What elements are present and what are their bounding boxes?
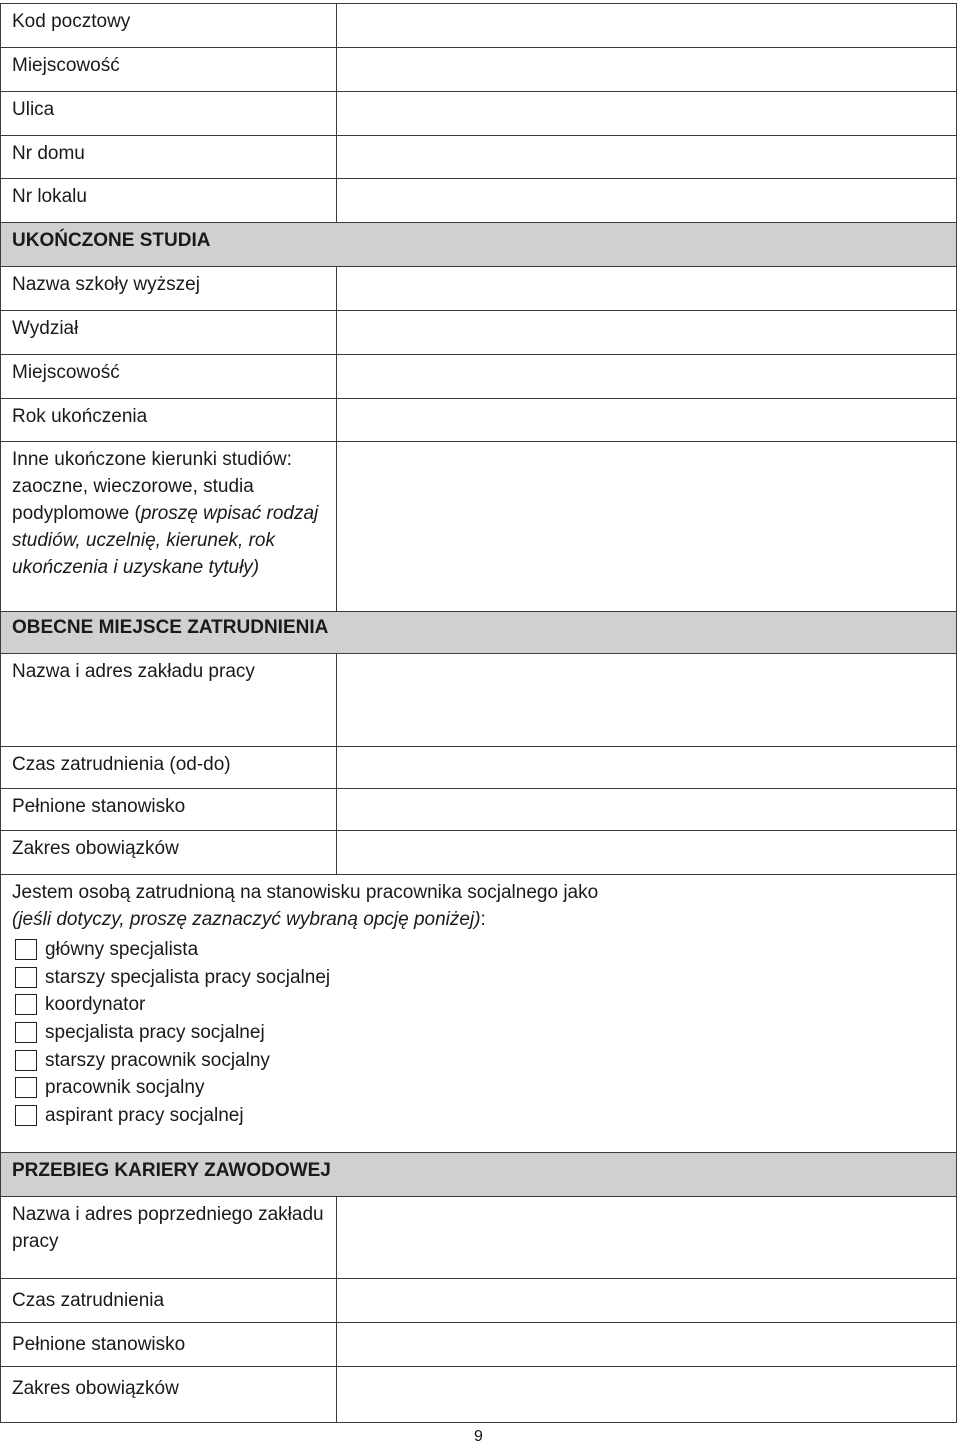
field-period[interactable] [337, 747, 957, 789]
field-position[interactable] [337, 789, 957, 831]
label-postal-code: Kod pocztowy [1, 4, 337, 48]
label-prev-employer: Nazwa i adres poprzedniego zakładu pracy [1, 1197, 337, 1279]
row-faculty [1, 311, 957, 355]
field-graduation-year[interactable] [337, 399, 957, 442]
label-school: Nazwa szkoły wyższej [1, 267, 337, 311]
option-label: starszy specjalista pracy socjalnej [45, 966, 331, 988]
field-other-studies[interactable] [337, 442, 957, 612]
section-current-job-title: OBECNE MIEJSCE ZATRUDNIENIA [1, 612, 957, 654]
row-graduation-year [1, 399, 957, 442]
row-period [1, 747, 957, 789]
row-street [1, 92, 957, 136]
section-career [1, 1153, 957, 1197]
field-career-period[interactable] [337, 1279, 957, 1323]
row-prev-employer [1, 1197, 957, 1279]
field-school[interactable] [337, 267, 957, 311]
position-checklist [12, 936, 945, 1129]
row-career-duties [1, 1367, 957, 1423]
option-label: specjalista pracy socjalnej [45, 1022, 265, 1044]
label-study-city: Miejscowość [1, 355, 337, 399]
label-city: Miejscowość [1, 48, 337, 92]
checkbox[interactable] [15, 994, 37, 1015]
row-career-period [1, 1279, 957, 1323]
option-item [15, 1019, 945, 1047]
social-worker-block [1, 875, 957, 1153]
field-city[interactable] [337, 48, 957, 92]
label-career-position: Pełnione stanowisko [1, 1323, 337, 1367]
field-postal-code[interactable] [337, 4, 957, 48]
row-social-worker [1, 875, 957, 1153]
checkbox[interactable] [15, 1022, 37, 1043]
row-employer [1, 654, 957, 747]
option-item [15, 1102, 945, 1130]
option-label: główny specjalista [45, 939, 199, 961]
checkbox[interactable] [15, 1050, 37, 1071]
label-house-no: Nr domu [1, 136, 337, 179]
field-flat-no[interactable] [337, 179, 957, 223]
checkbox[interactable] [15, 1077, 37, 1098]
field-study-city[interactable] [337, 355, 957, 399]
row-city [1, 48, 957, 92]
row-postal-code [1, 4, 957, 48]
label-duties: Zakres obowiązków [1, 831, 337, 875]
field-faculty[interactable] [337, 311, 957, 355]
application-form [0, 3, 957, 1423]
field-career-position[interactable] [337, 1323, 957, 1367]
field-house-no[interactable] [337, 136, 957, 179]
label-other-studies-text: Inne ukończone kierunki studiów: zaoczne, wieczorowe, studia podyplomowe ( [12, 449, 292, 524]
social-worker-hint: (jeśli dotyczy, proszę zaznaczyć wybraną opcję poniżej) [12, 909, 481, 930]
label-graduation-year: Rok ukończenia [1, 399, 337, 442]
label-period: Czas zatrudnienia (od-do) [1, 747, 337, 789]
option-label: koordynator [45, 994, 146, 1016]
row-study-city [1, 355, 957, 399]
checkbox[interactable] [15, 939, 37, 960]
label-street: Ulica [1, 92, 337, 136]
section-studies [1, 223, 957, 267]
option-item [15, 936, 945, 964]
option-label: starszy pracownik socjalny [45, 1049, 270, 1071]
field-career-duties[interactable] [337, 1367, 957, 1423]
label-faculty: Wydział [1, 311, 337, 355]
label-career-period: Czas zatrudnienia [1, 1279, 337, 1323]
section-studies-title: UKOŃCZONE STUDIA [1, 223, 957, 267]
field-duties[interactable] [337, 831, 957, 875]
section-career-title: PRZEBIEG KARIERY ZAWODOWEJ [1, 1153, 957, 1197]
label-other-studies-hint: proszę wpisać rodzaj studiów, uczelnię, kierunek, rok ukończenia i uzyskane tytuły) [12, 503, 319, 578]
label-employer: Nazwa i adres zakładu pracy [1, 654, 337, 747]
option-item [15, 991, 945, 1019]
option-item [15, 1046, 945, 1074]
page-number: 9 [474, 1428, 483, 1445]
option-item [15, 964, 945, 992]
row-career-position [1, 1323, 957, 1367]
checkbox[interactable] [15, 1105, 37, 1126]
field-employer[interactable] [337, 654, 957, 747]
label-position: Pełnione stanowisko [1, 789, 337, 831]
row-school [1, 267, 957, 311]
field-prev-employer[interactable] [337, 1197, 957, 1279]
row-duties [1, 831, 957, 875]
row-other-studies [1, 442, 957, 612]
row-flat-no [1, 179, 957, 223]
option-item [15, 1074, 945, 1102]
label-career-duties: Zakres obowiązków [1, 1367, 337, 1423]
social-worker-hint-line [12, 906, 945, 933]
checkbox[interactable] [15, 967, 37, 988]
row-house-no [1, 136, 957, 179]
social-worker-intro: Jestem osobą zatrudnioną na stanowisku pracownika socjalnego jako [12, 882, 599, 903]
option-label: pracownik socjalny [45, 1077, 205, 1099]
label-other-studies [1, 442, 337, 612]
label-flat-no: Nr lokalu [1, 179, 337, 223]
row-position [1, 789, 957, 831]
field-street[interactable] [337, 92, 957, 136]
option-label: aspirant pracy socjalnej [45, 1104, 244, 1126]
section-current-job [1, 612, 957, 654]
form-table [0, 3, 957, 1423]
social-worker-hint-colon: : [480, 909, 486, 930]
